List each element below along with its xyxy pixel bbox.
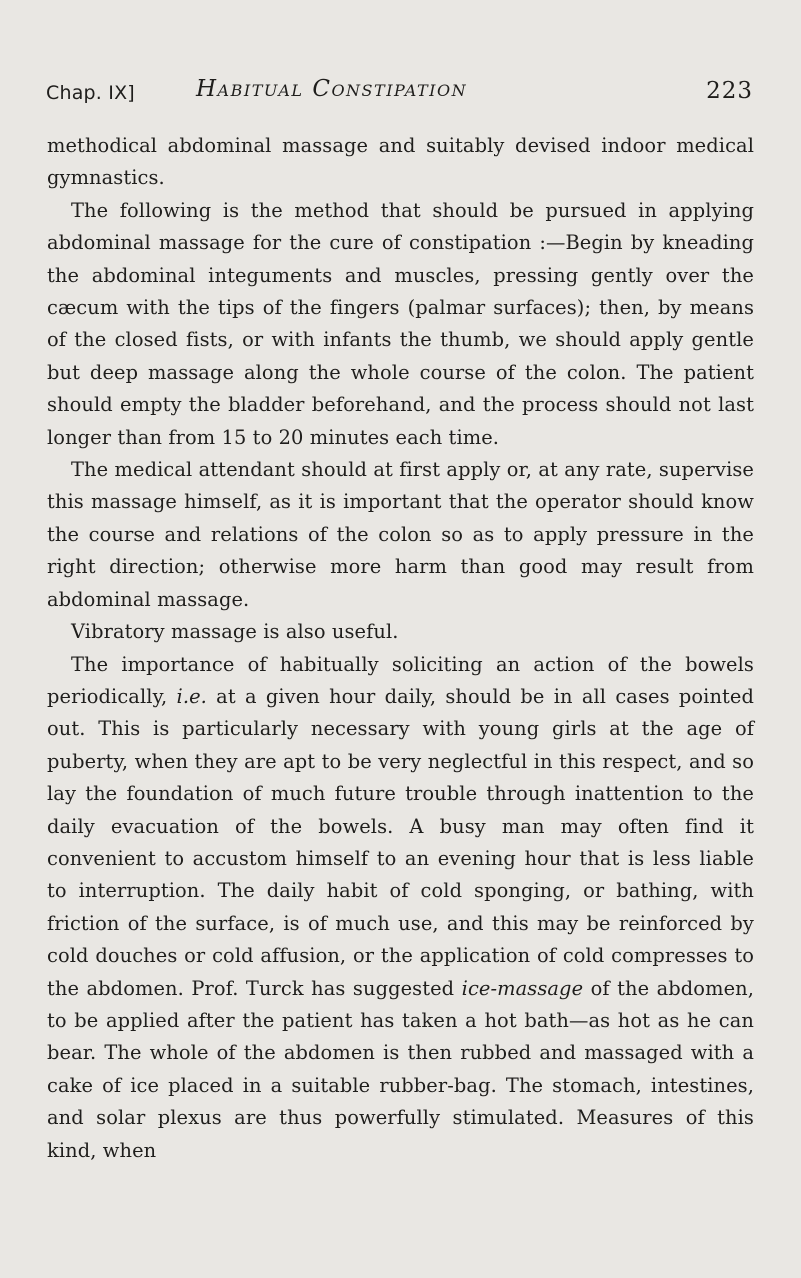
paragraph-medical-attendant: The medical attendant should at first apply or, at any rate, supervise this massage himself, as it is important that the operator should know the course and relations of the colon so as to apply pressure in the right direction; otherwise more harm than good may result from abdominal massage. [47,458,754,611]
page-number: 223 [706,78,753,104]
chapter-label: Chap. IX] [46,82,135,104]
paragraph-habits-part-1: The importance of habitually soliciting an action of the bowels periodically, [47,652,754,708]
paragraph-vibratory-massage: Vibratory massage is also useful. [71,620,399,644]
paragraph-habits-part-3: of the abdomen, to be applied after the patient has taken a hot bath—as hot as he can bear. The whole of the abdomen is then rubbed and massaged with a cake of ice placed in a suitable rubber-bag. The stomach, intestines, and solar plexus are thus powerfully stimulated. Measures of this kind, when [47,976,754,1162]
paragraph-habits-part-2: at a given hour daily, should be in all cases pointed out. This is particularly necessary with young girls at the age of puberty, when they are apt to be very neglectful in this respect, and so lay the foundation of much future trouble through inattention to the daily evacuation of the bowels. A busy man may often find it convenient to accustom himself to an evening hour that is less liable to interruption. The daily habit of cold sponging, or bathing, with friction of the surface, is of much use, and this may be reinforced by cold douches or cold affusion, or the application of cold compresses to the abdomen. Prof. Turck has suggested [47,684,755,1000]
paragraph-massage-method: The following is the method that should be pursued in applying abdominal massage for the cure of constipation :—Begin by kneading the abdominal integuments and muscles, pressing gently over the cæcum with the tips of the fingers (palmar surfaces); then, by means of the closed fists, or with infants the thumb, we should apply gentle but deep massage along the whole course of the colon. The patient should empty the bladder beforehand, and the process should not last longer than from 15 to 20 minutes each time. [47,198,754,449]
running-head [46,76,753,116]
paragraph-continuation: methodical abdominal massage and suitably devised indoor medical gymnastics. [47,134,754,190]
italic-ice-massage: ice-massage [461,976,584,1000]
italic-ie: i.e. [176,684,207,708]
running-title: Habitual Constipation [196,76,468,102]
body-text [47,130,754,1167]
paragraph-habits [47,649,754,1168]
